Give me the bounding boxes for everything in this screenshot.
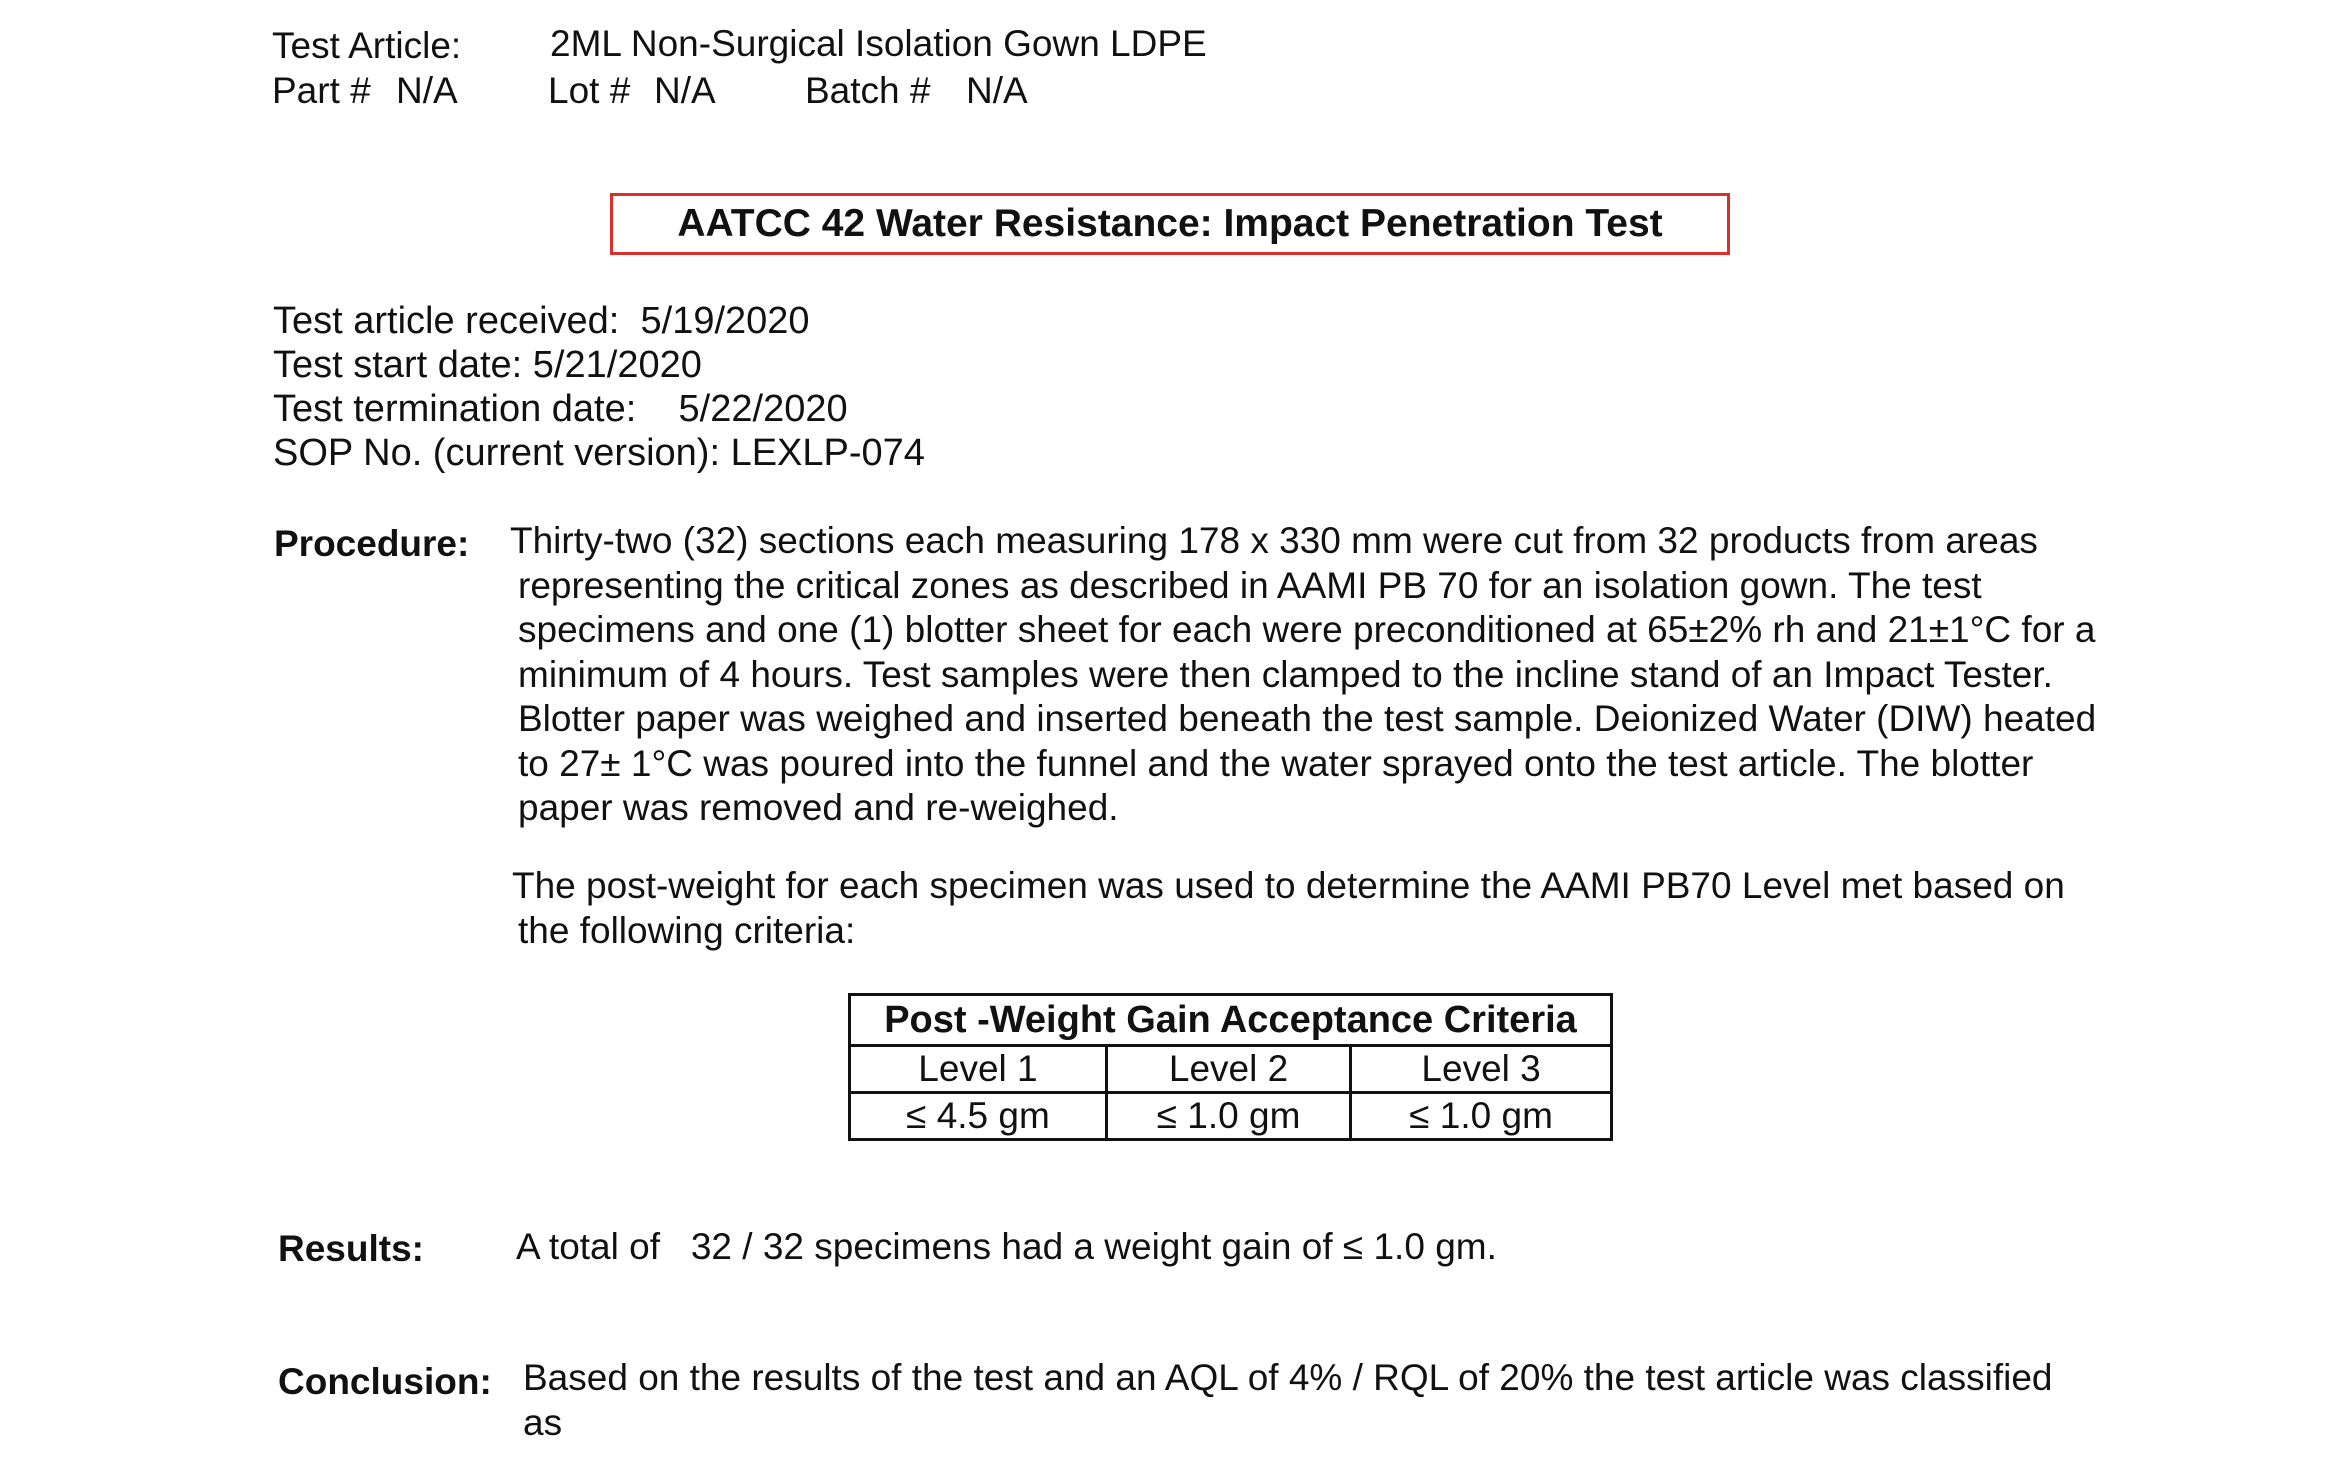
part-label: Part # (272, 70, 371, 111)
table-cell: ≤ 1.0 gm (1351, 1093, 1612, 1140)
termination-line (273, 387, 848, 431)
conclusion-line: as (523, 1401, 563, 1443)
start-value: 5/21/2020 (532, 344, 702, 386)
batch-value: N/A (966, 70, 1028, 111)
table-header-cell: Level 3 (1351, 1046, 1612, 1093)
post-weight-line: the following criteria: (518, 909, 856, 951)
procedure-line: minimum of 4 hours. Test samples were then clamped to the incline stand of an Impact Tester. (518, 653, 2053, 695)
lot-label: Lot # (548, 70, 631, 111)
post-weight-paragraph (512, 864, 2065, 953)
start-line (273, 343, 702, 387)
lot-value: N/A (654, 70, 716, 111)
termination-label: Test termination date: (273, 388, 637, 430)
termination-value: 5/22/2020 (678, 388, 848, 430)
procedure-line: representing the critical zones as described in AAMI PB 70 for an isolation gown. The test (518, 564, 1982, 606)
conclusion-paragraph (523, 1356, 2052, 1445)
table-header-cell: Level 1 (850, 1046, 1107, 1093)
table-header-row (850, 1046, 1612, 1093)
procedure-line: specimens and one (1) blotter sheet for each were preconditioned at 65±2% rh and 21±1°C for a (518, 609, 2096, 650)
title-box (610, 193, 1730, 255)
received-line (273, 299, 810, 343)
table-row (850, 1093, 1612, 1140)
criteria-table (848, 993, 1613, 1141)
sop-value: LEXLP-074 (730, 432, 925, 474)
procedure-paragraph (510, 519, 2096, 831)
test-article-value: 2ML Non-Surgical Isolation Gown LDPE (550, 23, 1207, 64)
table-title-row (850, 995, 1612, 1046)
results-suffix: specimens had a weight gain of ≤ 1.0 gm. (814, 1226, 1497, 1267)
table-cell: ≤ 1.0 gm (1106, 1093, 1350, 1140)
procedure-line: Thirty-two (32) sections each measuring 178 x 330 mm were cut from 32 products from areas (510, 520, 2038, 561)
batch-label: Batch # (805, 70, 931, 111)
conclusion-label: Conclusion: (278, 1361, 492, 1402)
procedure-line: paper was removed and re-weighed. (518, 787, 1119, 828)
post-weight-line: The post-weight for each specimen was used to determine the AAMI PB70 Level met based on (512, 865, 2065, 906)
procedure-label: Procedure: (274, 523, 470, 564)
part-value: N/A (396, 70, 458, 111)
sop-line (273, 431, 925, 475)
received-label: Test article received: (273, 300, 620, 342)
results-label: Results: (278, 1228, 424, 1269)
start-label: Test start date: (273, 344, 523, 386)
test-article-label: Test Article: (272, 25, 462, 66)
table-header-cell: Level 2 (1106, 1046, 1350, 1093)
page-title: AATCC 42 Water Resistance: Impact Penetration Test (677, 202, 1663, 245)
table-cell: ≤ 4.5 gm (850, 1093, 1107, 1140)
conclusion-line: Based on the results of the test and an AQL of 4% / RQL of 20% the test article was classified (523, 1357, 2053, 1398)
procedure-line: Blotter paper was weighed and inserted beneath the test sample. Deionized Water (DIW) heated (518, 698, 2097, 739)
results-prefix: A total of (516, 1226, 660, 1267)
sop-label: SOP No. (current version): (273, 432, 721, 474)
results-line (516, 1225, 1497, 1269)
procedure-line: to 27± 1°C was poured into the funnel and the water sprayed onto the test article. The blotter (518, 742, 2034, 784)
results-count: 32 / 32 (690, 1226, 804, 1267)
table-title: Post -Weight Gain Acceptance Criteria (850, 995, 1612, 1046)
received-value: 5/19/2020 (640, 300, 810, 342)
